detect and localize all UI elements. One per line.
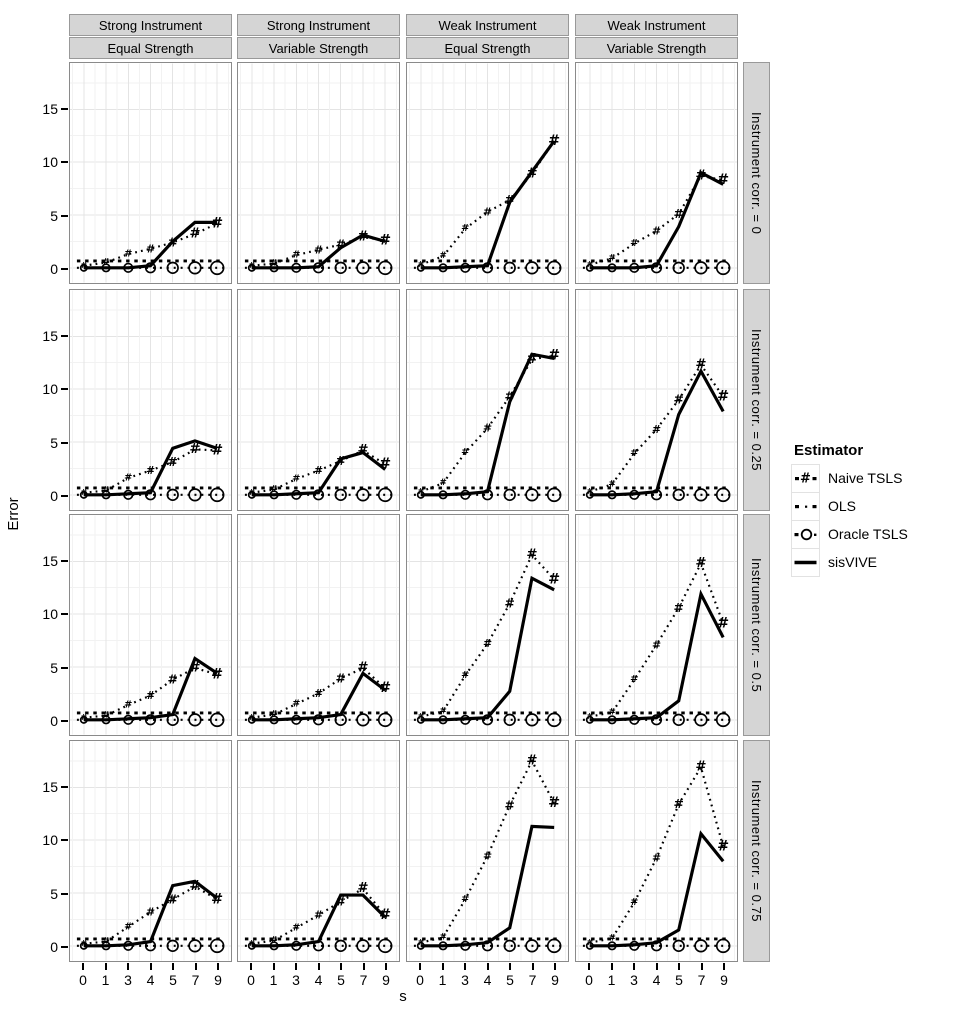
naive-tsls-hash-marker: # bbox=[379, 456, 392, 473]
oracle-tsls-key-icon bbox=[791, 520, 820, 549]
naive-tsls-hash-marker: # bbox=[548, 571, 561, 588]
naive-tsls-hash-marker: # bbox=[248, 939, 256, 949]
x-tick-mark bbox=[633, 963, 635, 970]
x-tick-label: 7 bbox=[697, 972, 706, 988]
x-tick-mark bbox=[487, 963, 489, 970]
naive-tsls-hash-marker: # bbox=[717, 615, 730, 632]
facet-row-strip bbox=[743, 740, 770, 962]
y-tick-mark bbox=[61, 839, 68, 841]
naive-tsls-hash-marker: # bbox=[379, 232, 392, 249]
facet-panel-r3c2 bbox=[406, 740, 569, 962]
naive-tsls-hash-marker: # bbox=[189, 226, 201, 242]
legend-label: Oracle TSLS bbox=[828, 526, 908, 542]
facet-row-label: Instrument corr. = 0.25 bbox=[749, 329, 764, 471]
naive-tsls-hash-marker: # bbox=[313, 243, 324, 257]
x-tick-mark bbox=[419, 963, 421, 970]
x-tick-mark bbox=[656, 963, 658, 970]
naive-tsls-hash-marker: # bbox=[651, 422, 662, 436]
x-tick-mark bbox=[150, 963, 152, 970]
naive-tsls-hash-marker: # bbox=[608, 253, 616, 264]
facet-row-strip bbox=[743, 62, 770, 284]
y-tick-mark bbox=[61, 667, 68, 669]
naive-tsls-hash-marker: # bbox=[504, 798, 515, 813]
naive-tsls-hash-marker: # bbox=[504, 193, 515, 208]
x-tick-label: 4 bbox=[483, 972, 492, 988]
x-tick-mark bbox=[385, 963, 387, 970]
facet-row-strip bbox=[743, 289, 770, 511]
facet-panel-r3c1 bbox=[237, 740, 400, 962]
facet-row-strip bbox=[743, 514, 770, 736]
naive-tsls-hash-marker: # bbox=[102, 485, 110, 496]
naive-tsls-hash-marker: # bbox=[717, 388, 730, 405]
facet-panel-r1c1 bbox=[237, 289, 400, 511]
naive-tsls-hash-marker: # bbox=[292, 473, 301, 485]
x-tick-label: 1 bbox=[438, 972, 447, 988]
naive-tsls-hash-marker: # bbox=[630, 896, 639, 908]
x-tick-mark bbox=[701, 963, 703, 970]
x-tick-mark bbox=[588, 963, 590, 970]
x-axis-title: s bbox=[399, 988, 407, 1005]
x-tick-label: 0 bbox=[79, 972, 87, 988]
legend-item-oracle-tsls bbox=[791, 520, 908, 548]
naive-tsls-hash-marker: # bbox=[526, 547, 538, 563]
x-tick-label: 0 bbox=[585, 972, 593, 988]
naive-tsls-hash-marker: # bbox=[526, 166, 538, 182]
naive-tsls-hash-marker: # bbox=[335, 454, 346, 469]
y-tick-label: 10 bbox=[42, 154, 58, 170]
naive-tsls-hash-marker: # bbox=[145, 464, 156, 478]
x-tick-mark bbox=[318, 963, 320, 970]
y-tick-label: 0 bbox=[50, 713, 58, 729]
naive-tsls-hash-marker: # bbox=[211, 215, 224, 232]
naive-tsls-hash-marker: # bbox=[124, 248, 133, 260]
legend-title: Estimator bbox=[794, 442, 864, 459]
y-tick-label: 0 bbox=[50, 939, 58, 955]
x-tick-mark bbox=[105, 963, 107, 970]
naive-tsls-hash-marker: # bbox=[526, 352, 538, 368]
naive-tsls-hash-marker: # bbox=[417, 487, 425, 497]
y-tick-label: 5 bbox=[50, 659, 58, 676]
naive-tsls-hash-marker: # bbox=[673, 797, 684, 812]
y-tick-label: 0 bbox=[50, 261, 58, 277]
facet-panel-r0c0 bbox=[69, 62, 232, 284]
naive-tsls-hash-marker: # bbox=[80, 261, 88, 271]
naive-tsls-hash-marker: # bbox=[124, 921, 133, 933]
naive-tsls-hash-marker: # bbox=[335, 894, 346, 909]
x-tick-mark bbox=[127, 963, 129, 970]
y-tick-mark bbox=[61, 335, 68, 337]
x-tick-label: 3 bbox=[292, 972, 300, 988]
naive-tsls-hash-marker: # bbox=[145, 242, 156, 256]
legend-label: sisVIVE bbox=[828, 554, 878, 570]
naive-tsls-hash-marker: # bbox=[211, 891, 224, 908]
svg-text:#: # bbox=[800, 471, 811, 487]
naive-tsls-hash-marker: # bbox=[651, 638, 662, 652]
naive-tsls-hash-marker: # bbox=[548, 347, 561, 364]
x-tick-mark bbox=[82, 963, 84, 970]
y-tick-label: 10 bbox=[42, 381, 58, 397]
naive-tsls-hash-marker: # bbox=[270, 484, 278, 495]
naive-tsls-hash-marker: # bbox=[313, 686, 324, 700]
naive-tsls-hash-marker: # bbox=[292, 249, 301, 261]
naive-tsls-hash-marker: # bbox=[695, 168, 707, 184]
y-tick-label: 15 bbox=[42, 552, 58, 569]
x-tick-mark bbox=[295, 963, 297, 970]
naive-tsls-hash-marker: # bbox=[630, 674, 639, 686]
y-tick-mark bbox=[61, 613, 68, 615]
naive-tsls-hash-marker: # bbox=[248, 488, 256, 498]
x-tick-mark bbox=[678, 963, 680, 970]
y-tick-mark bbox=[61, 786, 68, 788]
legend bbox=[791, 442, 908, 576]
naive-tsls-hash-marker: # bbox=[630, 238, 639, 250]
x-tick-label: 1 bbox=[607, 972, 616, 988]
x-tick-label: 4 bbox=[652, 972, 661, 988]
x-tick-label: 7 bbox=[359, 972, 368, 988]
x-tick-mark bbox=[340, 963, 342, 970]
ols-key-icon bbox=[791, 492, 820, 521]
naive-tsls-hash-marker: # bbox=[461, 669, 470, 681]
naive-tsls-hash-marker: # bbox=[313, 464, 324, 478]
x-tick-mark bbox=[195, 963, 197, 970]
facet-row-label: Instrument corr. = 0 bbox=[749, 111, 764, 235]
naive-tsls-hash-marker: # bbox=[717, 172, 730, 189]
naive-tsls-hash-marker: # bbox=[461, 893, 470, 905]
facet-col-strip: Equal Strength bbox=[406, 37, 569, 59]
naive-tsls-hash-marker: # bbox=[379, 680, 392, 697]
naive-tsls-hash-marker: # bbox=[548, 132, 561, 149]
naive-tsls-hash-marker: # bbox=[292, 922, 301, 934]
facet-panel-r2c1 bbox=[237, 514, 400, 736]
y-axis-title: Error bbox=[5, 497, 22, 531]
x-tick-mark bbox=[172, 963, 174, 970]
facet-panel-r2c2 bbox=[406, 514, 569, 736]
naive-tsls-hash-marker: # bbox=[673, 600, 684, 615]
x-tick-label: 9 bbox=[382, 972, 390, 988]
y-tick-label: 5 bbox=[50, 207, 58, 224]
naive-tsls-hash-marker: # bbox=[651, 851, 662, 865]
y-tick-label: 5 bbox=[50, 885, 58, 902]
naive-tsls-hash-marker: # bbox=[145, 905, 156, 919]
y-tick-label: 15 bbox=[42, 327, 58, 344]
naive-tsls-hash-marker: # bbox=[102, 257, 110, 268]
y-tick-mark bbox=[61, 161, 68, 163]
y-tick-label: 10 bbox=[42, 606, 58, 622]
facet-panel-r0c3 bbox=[575, 62, 738, 284]
naive-tsls-hash-marker: # bbox=[335, 671, 346, 686]
x-tick-mark bbox=[611, 963, 613, 970]
naive-tsls-hash-marker: # bbox=[167, 892, 178, 907]
facet-panel-r1c2 bbox=[406, 289, 569, 511]
x-tick-label: 7 bbox=[191, 972, 200, 988]
naive-tsls-hash-marker: # bbox=[292, 698, 301, 710]
facet-col-strip: Variable Strength bbox=[237, 37, 400, 59]
naive-tsls-key-icon bbox=[791, 464, 820, 493]
legend-label: Naive TSLS bbox=[828, 470, 903, 486]
naive-tsls-hash-marker: # bbox=[608, 933, 616, 944]
y-tick-label: 15 bbox=[42, 778, 58, 795]
naive-tsls-hash-marker: # bbox=[673, 206, 684, 221]
naive-tsls-hash-marker: # bbox=[167, 235, 178, 250]
naive-tsls-hash-marker: # bbox=[461, 223, 470, 235]
naive-tsls-hash-marker: # bbox=[482, 421, 493, 435]
naive-tsls-hash-marker: # bbox=[608, 707, 616, 718]
naive-tsls-hash-marker: # bbox=[167, 455, 178, 470]
facet-col-strip: Weak Instrument bbox=[406, 14, 569, 36]
naive-tsls-hash-marker: # bbox=[439, 251, 447, 262]
legend-label: OLS bbox=[828, 498, 857, 514]
x-tick-label: 1 bbox=[269, 972, 278, 988]
x-tick-label: 5 bbox=[675, 972, 683, 988]
x-tick-mark bbox=[217, 963, 219, 970]
x-tick-label: 0 bbox=[247, 972, 255, 988]
naive-tsls-hash-marker: # bbox=[211, 666, 224, 683]
x-tick-label: 9 bbox=[720, 972, 728, 988]
naive-tsls-hash-marker: # bbox=[504, 389, 515, 404]
y-tick-mark bbox=[61, 720, 68, 722]
naive-tsls-hash-marker: # bbox=[189, 660, 201, 676]
y-tick-mark bbox=[61, 442, 68, 444]
naive-tsls-hash-marker: # bbox=[357, 660, 369, 676]
naive-tsls-hash-marker: # bbox=[248, 713, 256, 723]
naive-tsls-hash-marker: # bbox=[673, 392, 684, 407]
naive-tsls-hash-marker: # bbox=[439, 478, 447, 489]
naive-tsls-hash-marker: # bbox=[417, 712, 425, 722]
facet-panel-r1c0 bbox=[69, 289, 232, 511]
naive-tsls-hash-marker: # bbox=[379, 907, 392, 924]
naive-tsls-hash-marker: # bbox=[504, 596, 515, 611]
naive-tsls-hash-marker: # bbox=[211, 442, 224, 459]
naive-tsls-hash-marker: # bbox=[482, 205, 493, 219]
facet-panel-r3c3 bbox=[575, 740, 738, 962]
naive-tsls-hash-marker: # bbox=[651, 224, 662, 238]
y-tick-mark bbox=[61, 388, 68, 390]
x-tick-label: 1 bbox=[101, 972, 110, 988]
naive-tsls-hash-marker: # bbox=[695, 555, 707, 571]
naive-tsls-hash-marker: # bbox=[102, 936, 110, 947]
x-tick-mark bbox=[363, 963, 365, 970]
naive-tsls-hash-marker: # bbox=[357, 229, 369, 245]
facet-col-strip: Strong Instrument bbox=[69, 14, 232, 36]
naive-tsls-hash-marker: # bbox=[482, 637, 493, 651]
facet-panel-r2c0 bbox=[69, 514, 232, 736]
y-tick-mark bbox=[61, 495, 68, 497]
x-tick-label: 3 bbox=[124, 972, 132, 988]
y-tick-mark bbox=[61, 893, 68, 895]
x-tick-label: 3 bbox=[630, 972, 638, 988]
naive-tsls-hash-marker: # bbox=[313, 908, 324, 922]
naive-tsls-hash-marker: # bbox=[189, 879, 201, 895]
x-tick-mark bbox=[464, 963, 466, 970]
x-tick-label: 9 bbox=[551, 972, 559, 988]
naive-tsls-hash-marker: # bbox=[357, 881, 369, 897]
x-tick-mark bbox=[509, 963, 511, 970]
naive-tsls-hash-marker: # bbox=[145, 689, 156, 703]
naive-tsls-hash-marker: # bbox=[417, 938, 425, 948]
y-tick-label: 5 bbox=[50, 434, 58, 451]
naive-tsls-hash-marker: # bbox=[586, 260, 594, 270]
y-tick-mark bbox=[61, 215, 68, 217]
naive-tsls-hash-marker: # bbox=[586, 938, 594, 948]
facet-row-label: Instrument corr. = 0.5 bbox=[749, 557, 764, 693]
naive-tsls-hash-marker: # bbox=[189, 441, 201, 457]
y-tick-mark bbox=[61, 946, 68, 948]
x-tick-label: 7 bbox=[528, 972, 537, 988]
facet-panel-r0c1 bbox=[237, 62, 400, 284]
naive-tsls-hash-marker: # bbox=[417, 260, 425, 270]
y-tick-mark bbox=[61, 268, 68, 270]
x-tick-label: 4 bbox=[146, 972, 155, 988]
facet-panel-r3c0 bbox=[69, 740, 232, 962]
legend-item-naive-tsls bbox=[791, 464, 908, 492]
x-tick-label: 0 bbox=[416, 972, 424, 988]
naive-tsls-hash-marker: # bbox=[586, 487, 594, 497]
naive-tsls-hash-marker: # bbox=[461, 447, 470, 459]
x-tick-label: 9 bbox=[214, 972, 222, 988]
facet-panel-r1c3 bbox=[575, 289, 738, 511]
x-tick-mark bbox=[532, 963, 534, 970]
facet-panel-r0c2 bbox=[406, 62, 569, 284]
x-tick-mark bbox=[723, 963, 725, 970]
naive-tsls-hash-marker: # bbox=[548, 795, 561, 812]
x-tick-label: 4 bbox=[314, 972, 323, 988]
facet-col-strip: Strong Instrument bbox=[237, 14, 400, 36]
naive-tsls-hash-marker: # bbox=[270, 935, 278, 946]
naive-tsls-hash-marker: # bbox=[80, 713, 88, 723]
facet-col-strip: Equal Strength bbox=[69, 37, 232, 59]
x-tick-label: 5 bbox=[169, 972, 177, 988]
naive-tsls-hash-marker: # bbox=[439, 932, 447, 943]
y-tick-label: 10 bbox=[42, 832, 58, 848]
x-tick-mark bbox=[250, 963, 252, 970]
y-tick-label: 15 bbox=[42, 100, 58, 117]
sisvive-key-icon bbox=[791, 548, 820, 577]
y-tick-label: 0 bbox=[50, 488, 58, 504]
naive-tsls-hash-marker: # bbox=[270, 258, 278, 269]
naive-tsls-hash-marker: # bbox=[80, 488, 88, 498]
naive-tsls-hash-marker: # bbox=[586, 712, 594, 722]
naive-tsls-hash-marker: # bbox=[439, 706, 447, 717]
naive-tsls-hash-marker: # bbox=[248, 261, 256, 271]
legend-item-sisvive bbox=[791, 548, 908, 576]
x-tick-mark bbox=[273, 963, 275, 970]
x-tick-label: 3 bbox=[461, 972, 469, 988]
naive-tsls-hash-marker: # bbox=[335, 237, 346, 252]
naive-tsls-hash-marker: # bbox=[124, 472, 133, 484]
x-tick-label: 5 bbox=[506, 972, 514, 988]
naive-tsls-hash-marker: # bbox=[80, 939, 88, 949]
naive-tsls-hash-marker: # bbox=[630, 448, 639, 460]
naive-tsls-hash-marker: # bbox=[695, 759, 707, 775]
naive-tsls-hash-marker: # bbox=[608, 479, 616, 490]
naive-tsls-hash-marker: # bbox=[695, 357, 707, 373]
naive-tsls-hash-marker: # bbox=[124, 699, 133, 711]
naive-tsls-hash-marker: # bbox=[526, 753, 538, 769]
naive-tsls-hash-marker: # bbox=[102, 710, 110, 721]
y-tick-mark bbox=[61, 560, 68, 562]
legend-item-ols bbox=[791, 492, 908, 520]
x-tick-mark bbox=[442, 963, 444, 970]
naive-tsls-hash-marker: # bbox=[717, 838, 730, 855]
y-tick-mark bbox=[61, 108, 68, 110]
x-tick-label: 5 bbox=[337, 972, 345, 988]
facet-col-strip: Variable Strength bbox=[575, 37, 738, 59]
naive-tsls-hash-marker: # bbox=[167, 672, 178, 687]
facet-row-label: Instrument corr. = 0.75 bbox=[749, 780, 764, 922]
naive-tsls-hash-marker: # bbox=[270, 709, 278, 720]
facet-col-strip: Weak Instrument bbox=[575, 14, 738, 36]
facet-panel-r2c3 bbox=[575, 514, 738, 736]
naive-tsls-hash-marker: # bbox=[482, 849, 493, 863]
x-tick-mark bbox=[554, 963, 556, 970]
naive-tsls-hash-marker: # bbox=[357, 442, 369, 458]
